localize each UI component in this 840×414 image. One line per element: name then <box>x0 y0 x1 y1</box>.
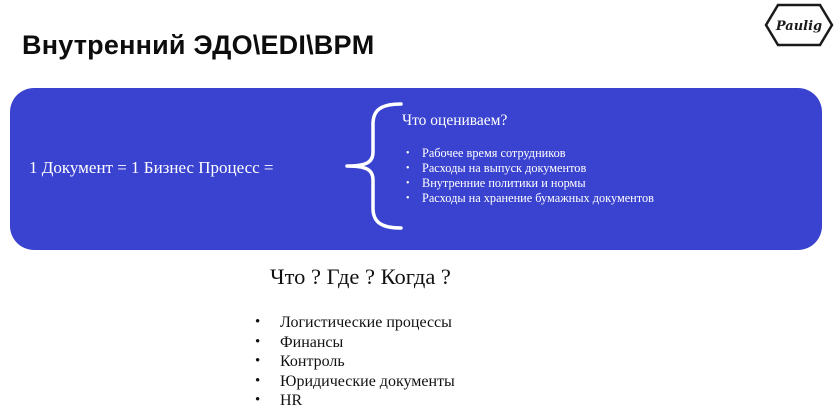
curly-brace-icon <box>343 102 403 230</box>
bullet-icon: • <box>406 178 410 189</box>
evaluation-heading: Что оцениваем? <box>402 112 508 129</box>
list-item: • Контроль <box>255 353 345 370</box>
list-item: • Логистические процессы <box>255 314 452 331</box>
evaluation-list <box>402 146 654 206</box>
bullet-icon: • <box>406 148 410 159</box>
bullet-icon: • <box>406 163 410 174</box>
bullet-icon: • <box>406 193 410 204</box>
evaluation-panel <box>10 88 822 250</box>
bullet-icon: • <box>255 392 261 408</box>
bullet-icon: • <box>255 314 261 330</box>
list-item: • Расходы на хранение бумажных документов <box>406 191 654 205</box>
list-item: • Рабочее время сотрудников <box>406 146 566 160</box>
list-item: • Юридические документы <box>255 372 455 390</box>
slide-title: Внутренний ЭДО\EDI\BPM <box>22 30 375 60</box>
document-equation: 1 Документ = 1 Бизнес Процесс = <box>29 158 274 177</box>
bullet-icon: • <box>255 372 261 389</box>
paulig-logo <box>764 3 834 47</box>
bullet-icon: • <box>255 333 261 350</box>
list-item: • Расходы на выпуск документов <box>406 161 587 175</box>
process-list <box>255 313 455 411</box>
svg-text:Paulig: Paulig <box>775 19 823 34</box>
bullet-icon: • <box>255 353 261 369</box>
question-heading: Что ? Где ? Когда ? <box>270 264 451 289</box>
list-item: • Внутренние политики и нормы <box>406 176 586 190</box>
list-item: • HR <box>255 392 303 409</box>
list-item: • Финансы <box>255 333 344 351</box>
